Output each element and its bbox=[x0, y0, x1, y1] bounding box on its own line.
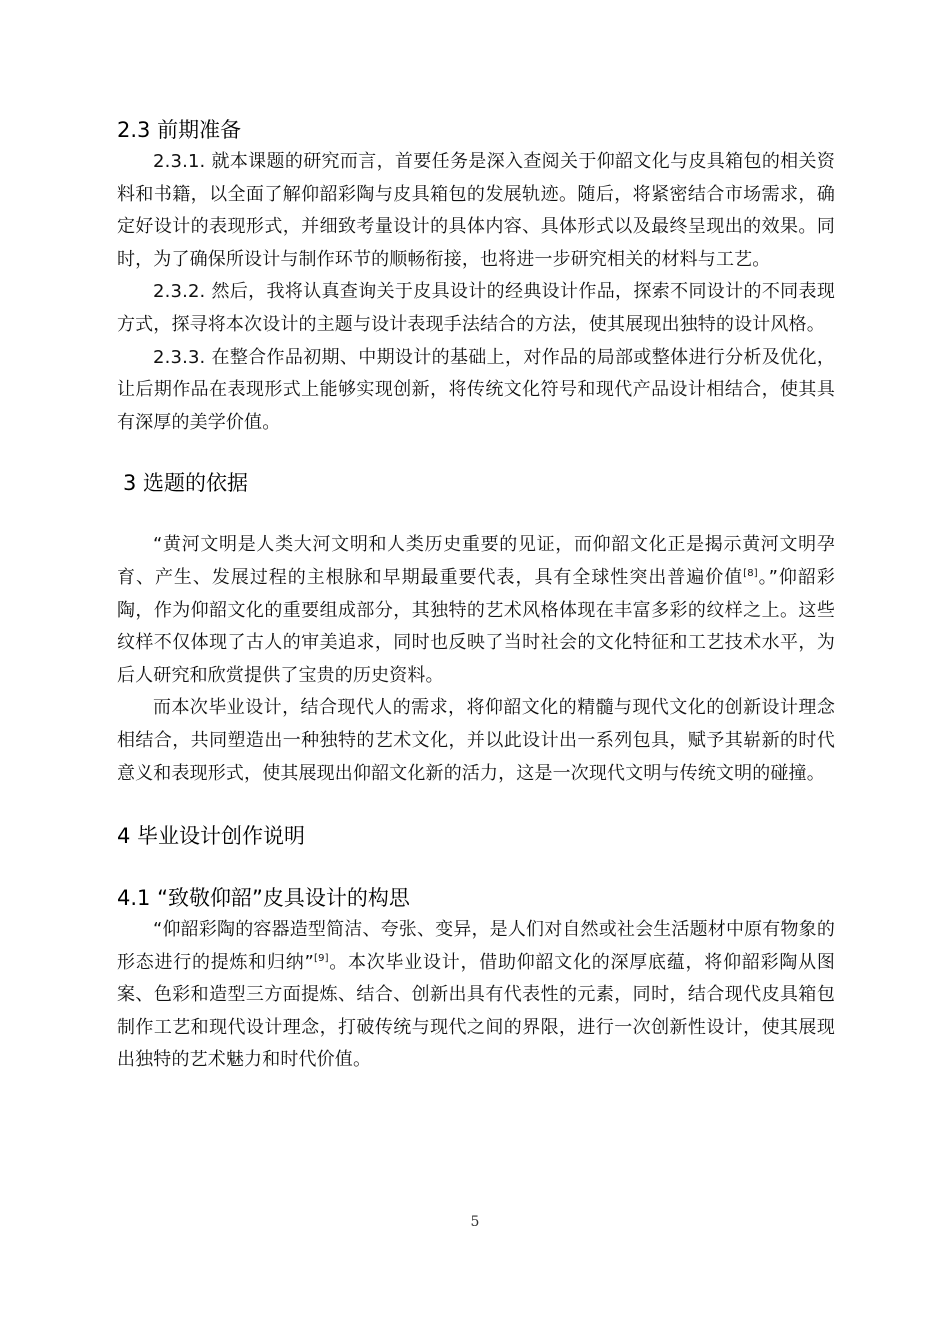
citation-ref-8: [8] bbox=[743, 567, 758, 579]
paragraph-4-1 bbox=[117, 914, 835, 1077]
citation-ref-9: [9] bbox=[314, 952, 329, 964]
page-content bbox=[117, 114, 835, 1077]
section-heading-2-3: 2.3 前期准备 bbox=[117, 118, 242, 142]
paragraph-3-1-text-a: “黄河文明是人类大河文明和人类历史重要的见证，而仰韶文化正是揭示黄河文明孕育、产生、发展过程的主根脉和早期最重要代表，具有全球性突出普遍价值 bbox=[117, 534, 835, 588]
section-heading-4-1: 4.1 “致敬仰韶”皮具设计的构思 bbox=[117, 886, 410, 911]
paragraph-4-1-text-a: “仰韶彩陶的容器造型简洁、夸张、变异，是人们对自然或社会生活题材中原有物象的形态进行的提炼和归纳” bbox=[117, 919, 835, 973]
paragraph-3-2: 而本次毕业设计，结合现代人的需求，将仰韶文化的精髓与现代文化的创新设计理念相结合，共同塑造出一种独特的艺术文化，并以此设计出一系列包具，赋予其崭新的时代意义和表现形式，使其展现出仰韶文化新的活力，这是一次现代文明与传统文明的碰撞。 bbox=[117, 697, 835, 784]
paragraph-2-3-2: 2.3.2. 然后，我将认真查询关于皮具设计的经典设计作品，探索不同设计的不同表现方式，探寻将本次设计的主题与设计表现手法结合的方法，使其展现出独特的设计风格。 bbox=[117, 281, 835, 335]
paragraph-3-1-text-b: 。”仰韶彩陶，作为仰韶文化的重要组成部分，其独特的艺术风格体现在丰富多彩的纹样之上。这些纹样不仅体现了古人的审美追求，同时也反映了当时社会的文化特征和工艺技术水平，为后人研究和欣赏提供了宝贵的历史资料。 bbox=[117, 566, 835, 686]
paragraph-2-3-3: 2.3.3. 在整合作品初期、中期设计的基础上，对作品的局部或整体进行分析及优化，让后期作品在表现形式上能够实现创新，将传统文化符号和现代产品设计相结合，使其具有深厚的美学价值。 bbox=[117, 346, 835, 433]
section-heading-3: 3 选题的依据 bbox=[123, 471, 249, 496]
paragraph-4-1-text-b: 。本次毕业设计，借助仰韶文化的深厚底蕴，将仰韶彩陶从图案、色彩和造型三方面提炼、结合、创新出具有代表性的元素，同时，结合现代皮具箱包制作工艺和现代设计理念，打破传统与现代之间的界限，进行一次创新性设计，使其展现出独特的艺术魅力和时代价值。 bbox=[117, 951, 835, 1071]
paragraph-2-3-1: 2.3.1. 就本课题的研究而言，首要任务是深入查阅关于仰韶文化与皮具箱包的相关资料和书籍，以全面了解仰韶彩陶与皮具箱包的发展轨迹。随后，将紧密结合市场需求，确定好设计的表现形式，并细致考量设计的具体内容、具体形式以及最终呈现出的效果。同时，为了确保所设计与制作环节的顺畅衔接，也将进一步研究相关的材料与工艺。 bbox=[117, 151, 835, 270]
section-heading-4: 4 毕业设计创作说明 bbox=[117, 824, 306, 849]
page-number: 5 bbox=[470, 1214, 480, 1230]
paragraph-3-1 bbox=[117, 529, 835, 692]
